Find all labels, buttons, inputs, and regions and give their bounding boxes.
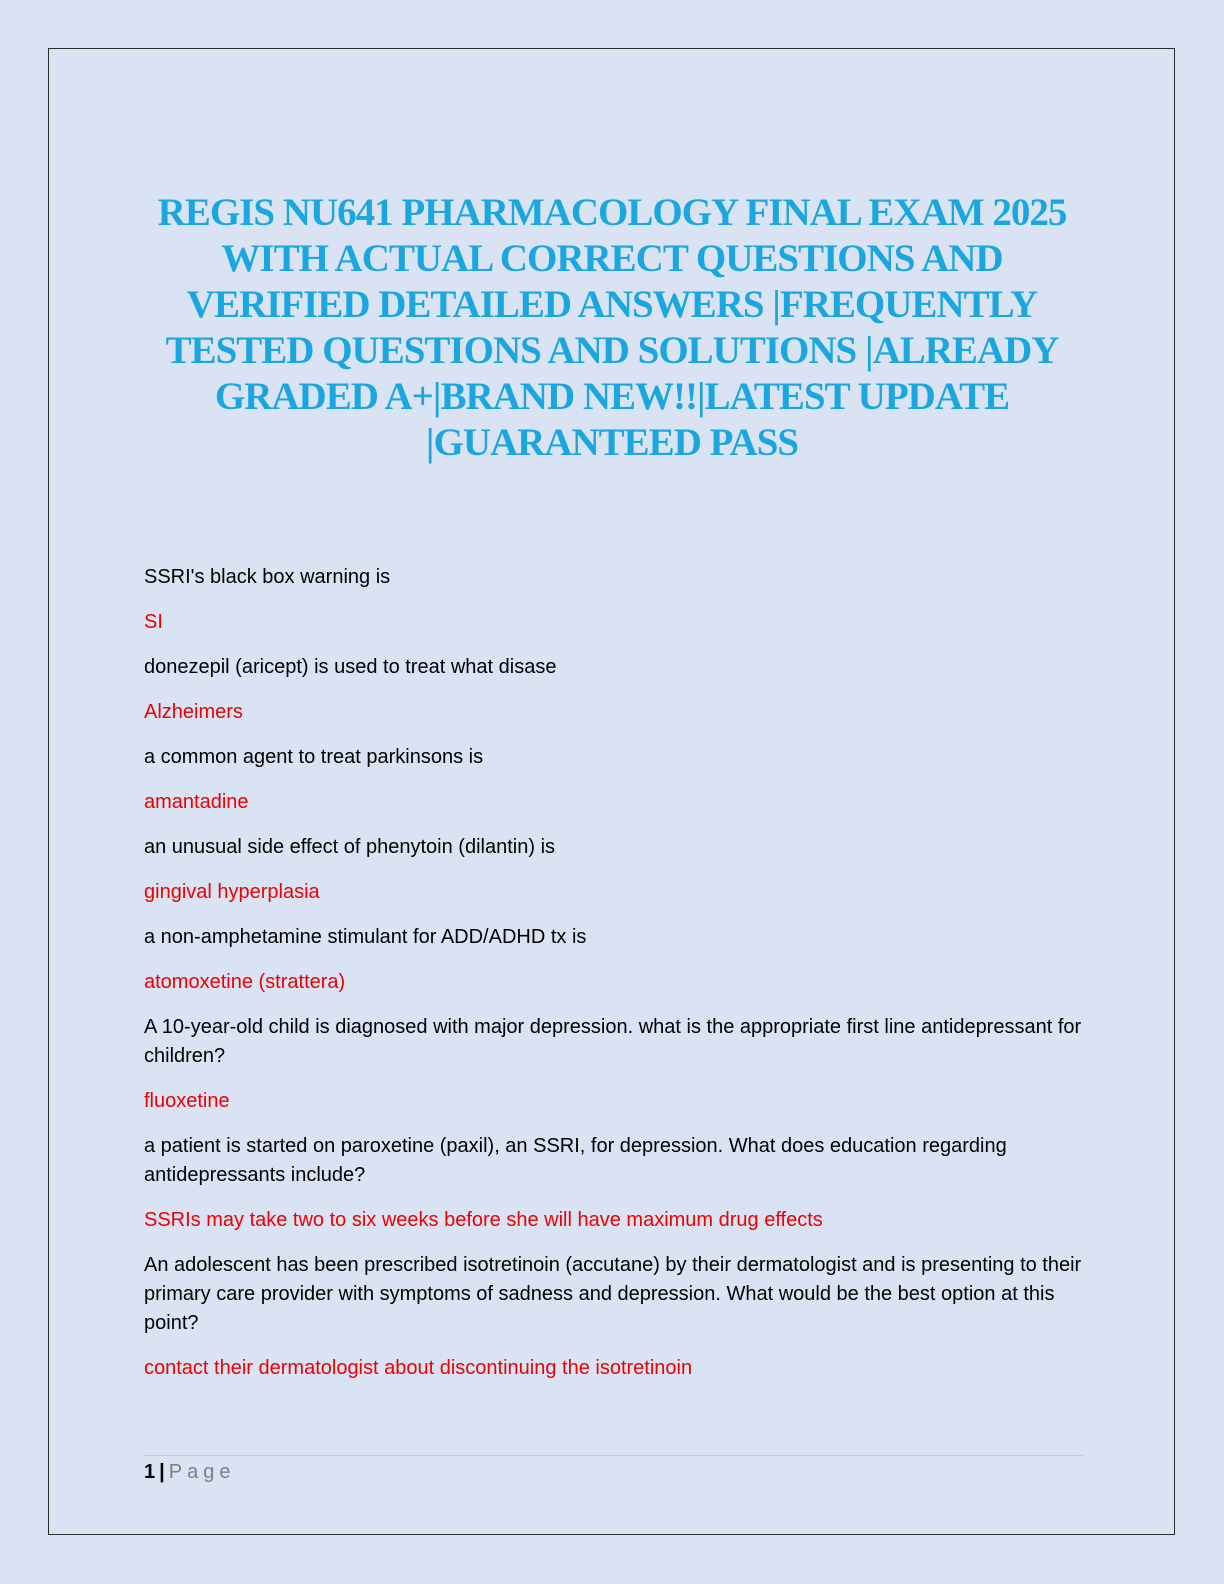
question-text: a common agent to treat parkinsons is	[144, 746, 484, 768]
document-title: REGIS NU641 PHARMACOLOGY FINAL EXAM 2025 WITH ACTUAL CORRECT QUESTIONS AND VERIFIED DETAILED ANSWERS |FREQUENTLY TESTED QUESTIONS AND SOLUTIONS |ALREADY GRADED A+|BRAND NEW!!|LATEST UPDATE |GUARANTEED PASS	[157, 191, 1067, 464]
footer-divider	[144, 1455, 1084, 1456]
question-text: a patient is started on paroxetine (paxil), an SSRI, for depression. What does education regarding antidepressants include?	[144, 1135, 1007, 1186]
answer-text: SI	[144, 611, 163, 633]
answer-text: gingival hyperplasia	[144, 881, 320, 903]
answer-text: atomoxetine (strattera)	[144, 971, 346, 993]
question-text: a non-amphetamine stimulant for ADD/ADHD tx is	[144, 926, 587, 948]
question-text: A 10-year-old child is diagnosed with major depression. what is the appropriate first line antidepressant for children?	[144, 1016, 1082, 1067]
page-label: Page	[168, 1461, 236, 1483]
question-text: An adolescent has been prescribed isotretinoin (accutane) by their dermatologist and is presenting to their primary care provider with symptoms of sadness and depression. What would be the best option at this point?	[144, 1254, 1082, 1334]
qa-list	[144, 563, 1084, 1399]
page-separator: |	[159, 1461, 165, 1483]
answer-text: Alzheimers	[144, 701, 243, 723]
page-footer	[144, 1458, 235, 1486]
answer-text: amantadine	[144, 791, 249, 813]
page-number: 1	[144, 1461, 156, 1483]
answer-text: contact their dermatologist about discontinuing the isotretinoin	[144, 1357, 693, 1379]
answer-text: fluoxetine	[144, 1090, 230, 1112]
answer-text: SSRIs may take two to six weeks before she will have maximum drug effects	[144, 1209, 823, 1231]
question-text: an unusual side effect of phenytoin (dilantin) is	[144, 836, 556, 858]
question-text: donezepil (aricept) is used to treat what disase	[144, 656, 557, 678]
question-text: SSRI's black box warning is	[144, 566, 391, 588]
